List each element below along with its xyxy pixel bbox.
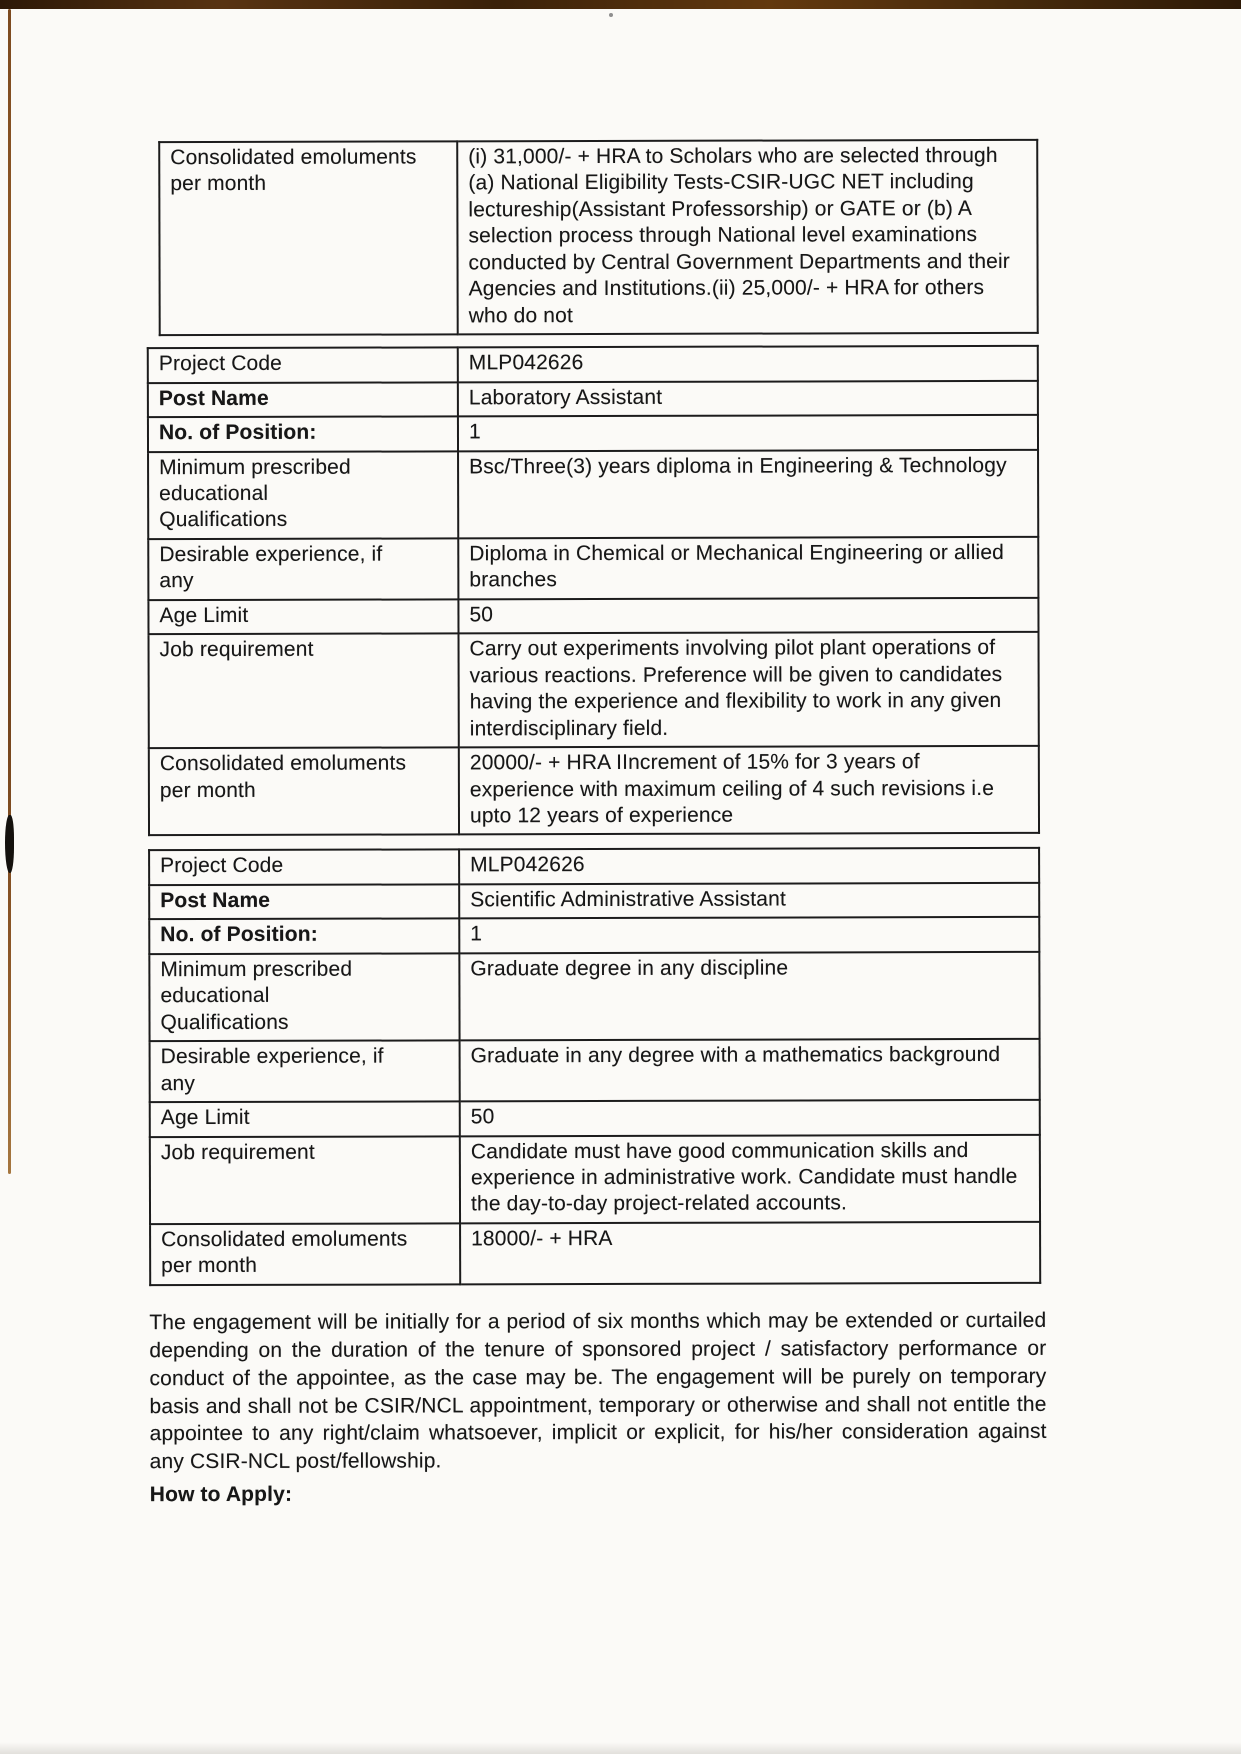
row-label: Job requirement: [149, 634, 459, 749]
table-row: [148, 346, 1038, 383]
row-value: (i) 31,000/- + HRA to Scholars who are selected through (a) National Eligibility Tests-CSIR-UGC NET including lectureship(Assistant Professorship) or GATE or (b) A selection process through National level examinations conducted by Central Government Departments and their Agencies and Institutions.(ii) 25,000/- + HRA for others who do not: [457, 140, 1038, 335]
table-row: [149, 917, 1039, 954]
table-row: [148, 537, 1038, 600]
row-value: Graduate in any degree with a mathematics background: [460, 1039, 1040, 1101]
laboratory-assistant-table: [147, 345, 1040, 837]
row-label: Project Code: [149, 850, 459, 885]
row-value: 20000/- + HRA IIncrement of 15% for 3 years of experience with maximum ceiling of 4 such revisions i.e upto 12 years of experience: [459, 746, 1039, 835]
table-row: [148, 415, 1038, 452]
row-value: 1: [459, 917, 1039, 953]
row-value: Graduate degree in any discipline: [459, 952, 1039, 1041]
scan-speck: [609, 13, 613, 17]
row-label: No. of Position:: [148, 416, 458, 451]
table-row: [148, 598, 1038, 635]
row-label: Consolidated emoluments per month: [149, 747, 459, 835]
row-label: Consolidated emoluments per month: [150, 1223, 460, 1285]
table-row: [150, 1039, 1040, 1102]
row-label: Minimum prescribed educational Qualifications: [148, 451, 458, 539]
table-row: [149, 632, 1039, 748]
row-value: 50: [458, 598, 1038, 634]
emoluments-continuation-table: [158, 139, 1039, 336]
table-row: [149, 746, 1039, 836]
scientific-administrative-assistant-table: [148, 847, 1041, 1286]
row-label: Post Name: [149, 884, 459, 919]
row-label: Desirable experience, if any: [150, 1040, 460, 1102]
row-label: Minimum prescribed educational Qualifications: [149, 953, 459, 1041]
row-label: Job requirement: [150, 1136, 460, 1224]
row-value: Candidate must have good communication skills and experience in administrative work. Candidate must handle the day-to-day project-related accounts.: [460, 1134, 1040, 1223]
row-label: Project Code: [148, 348, 458, 383]
row-value: MLP042626: [459, 848, 1039, 884]
table-row: [148, 449, 1038, 539]
table-row: [149, 848, 1039, 885]
row-value: Laboratory Assistant: [458, 380, 1038, 416]
table-row: [150, 1222, 1040, 1285]
scan-top-edge: [0, 0, 1241, 9]
row-label: Desirable experience, if any: [148, 538, 458, 600]
table-row: [149, 883, 1039, 920]
row-label: No. of Position:: [149, 919, 459, 954]
row-value: Carry out experiments involving pilot plant operations of various reactions. Preference will be given to candidates having the experience and flexibility to work in any given interdisciplinary field.: [459, 632, 1039, 747]
table-row: [150, 1100, 1040, 1137]
table-row: [159, 140, 1038, 335]
row-value: Bsc/Three(3) years diploma in Engineering & Technology: [458, 449, 1038, 538]
row-label: Age Limit: [150, 1101, 460, 1136]
table-row: [148, 380, 1038, 417]
table-row: [150, 1134, 1040, 1224]
table-row: [149, 952, 1039, 1042]
row-label: Consolidated emoluments per month: [159, 141, 458, 335]
scan-left-mark: [5, 815, 14, 873]
scanned-document-page: [146, 139, 1047, 1508]
row-label: Post Name: [148, 382, 458, 417]
row-value: 50: [460, 1100, 1040, 1136]
scan-left-edge: [8, 9, 11, 1174]
row-value: MLP042626: [458, 346, 1038, 382]
scan-bottom-edge: [0, 1742, 1241, 1754]
row-value: 1: [458, 415, 1038, 451]
row-value: 18000/- + HRA: [460, 1222, 1040, 1284]
row-value: Scientific Administrative Assistant: [459, 883, 1039, 919]
row-value: Diploma in Chemical or Mechanical Engineering or allied branches: [458, 537, 1038, 599]
how-to-apply-heading: How to Apply:: [149, 1483, 293, 1507]
row-label: Age Limit: [148, 599, 458, 634]
engagement-terms-paragraph: The engagement will be initially for a period of six months which may be extended or curtailed depending on the duration of the tenure of sponsored project / satisfactory performance or conduct of the appointee, as the case may be. The engagement will be purely on temporary basis and shall not be CSIR/NCL appointment, temporary or otherwise and shall not entitle the appointee to any right/claim whatsoever, implicit or explicit, for his/her consideration against any CSIR-NCL post/fellowship.: [149, 1308, 1047, 1474]
